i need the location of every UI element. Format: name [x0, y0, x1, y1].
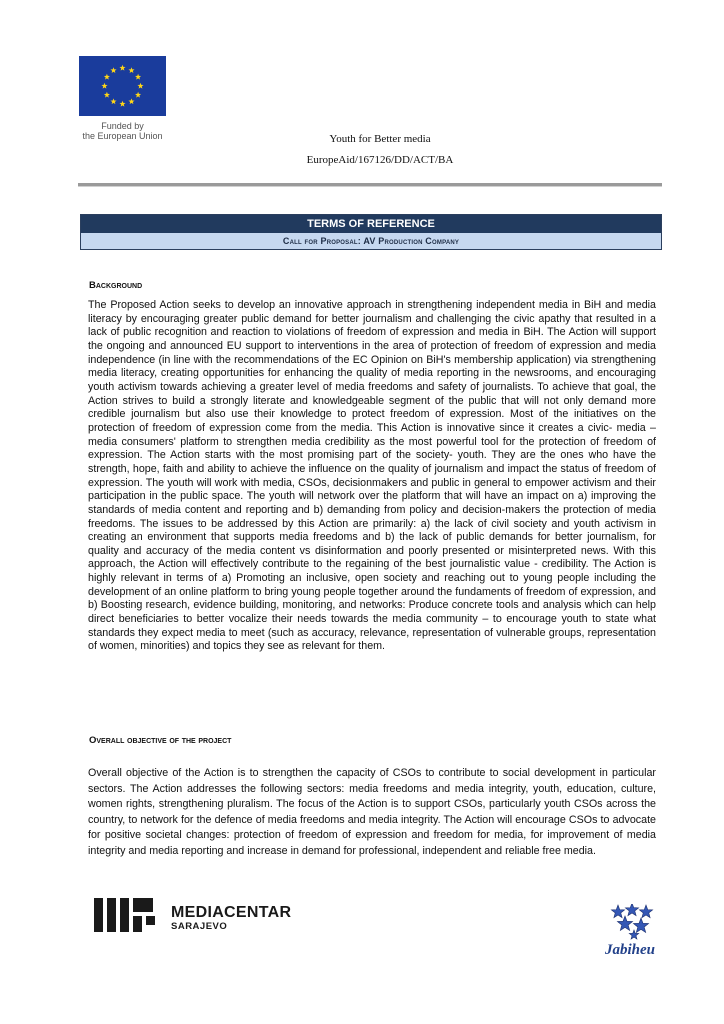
jabiheu-star-icon [639, 905, 652, 918]
eu-caption-line2: the European Union [82, 131, 163, 141]
eu-star-icon [110, 67, 116, 73]
eu-funding-caption [70, 121, 175, 141]
objective-paragraph: Overall objective of the Action is to strengthen the capacity of CSOs to contribute to social development in particular sectors. The Action addresses the following sectors: media freedoms and media integrity, youth, education, culture, women rights, strengthening pluralism. The focus of the Action is to support CSOs, particularly youth CSOs across the country, to network for the defence of media freedoms and media integrity. The Action will encourage CSOs to advocate for positive societal changes: protection of freedom of expression and freedom for media, for improvement of media integrity and media reporting and increase in demand for professional, independent and reliable free media. [88, 767, 656, 857]
eu-star-icon [104, 92, 110, 98]
eu-star-icon [110, 98, 116, 104]
jabiheu-star-icon [611, 905, 624, 918]
mediacentar-logo-icon [94, 898, 166, 932]
eu-star-icon [101, 83, 107, 89]
jabiheu-name: Jabiheu [605, 942, 656, 958]
eu-star-icon [137, 83, 143, 89]
tor-title: TERMS OF REFERENCE [81, 215, 661, 233]
project-title: Youth for Better media [329, 133, 431, 145]
objective-heading: Overall objective of the project [89, 735, 232, 746]
eu-star-icon [128, 67, 134, 73]
jabiheu-star-icon [633, 918, 648, 932]
jabiheu-stars-icon [610, 904, 660, 945]
eu-star-icon [135, 74, 141, 80]
jabiheu-star-icon [625, 904, 638, 916]
eu-caption-line1: Funded by [101, 121, 144, 131]
tor-subtitle: Call for Proposal: AV Production Company [81, 233, 661, 249]
eu-star-icon [104, 74, 110, 80]
background-paragraph: The Proposed Action seeks to develop an innovative approach in strengthening independent media in BiH and media literacy by encouraging greater public demand for better journalism and challenging the civic apathy that resulted in a lack of public recognition and reaction to violations of freedom of expression and media in BiH. The Action will support the ongoing and announced EU support to interventions in the area of protection of freedom of expression and media independence (in line with the recommendations of the EC Opinion on BiH's membership application) via strengthening media literacy, creating opportunities for enhancing the quality of media reporting in the newsrooms, and encouraging youth activism towards achieving a greater level of media freedoms and safety of journalists. To achieve that goal, the Action strives to build a strongly literate and knowledgeable segment of the public that will not only demand more credible journalism but also use their knowledge to protect freedom of expression. Most of the initiatives on the protection of freedom of expression come from the media. This Action is innovative since it creates a civic- media –media consumers' platform to strengthen media credibility as the most powerful tool for the protection of freedom of expression. The Action starts with the most promising part of the society- youth. They are the ones who have the strength, hope, faith and ability to achieve the influence on the quality of journalism and impact the status of freedom of expression. The youth will work with media, CSOs, decisionmakers and public in general to empower activism and their participation in the public space. The youth will network over the platform that will have an impact on a) improving the standards of media content and reporting and b) demanding from policy and decision-makers the protection of media freedoms. The issues to be addressed by this Action are primarily: a) the lack of civil society and youth activism in creating an environment that supports media freedoms and b) the lack of public demands for better journalism, for quality and accuracy of the media content vs disinformation and poorly presented or misinterpreted news. With this approach, the Action will effectively contribute to the regaining of the best journalistic value - credibility. The Action is highly relevant in terms of a) Promoting an inclusive, open society and reaching out to young people including the development of an online platform to bring young people together around the fundaments of freedom of expression, and b) Boosting research, evidence building, monitoring, and networks: Produce concrete tools and analysis which can help direct beneficiaries to better vocalize their needs towards the media community – to encourage youth to state what standards they expect media to meet (such as accuracy, relevance, representation of vulnerable groups, representation of women, minorities) and topics they see as relevant for them. [88, 299, 656, 653]
header-divider [78, 183, 662, 187]
reference-number: EuropeAid/167126/DD/ACT/BA [306, 154, 454, 166]
eu-flag-icon [79, 56, 166, 116]
terms-of-reference-box [80, 214, 662, 250]
eu-star-icon [119, 101, 125, 107]
mediacentar-city: SARAJEVO [171, 921, 228, 932]
jabiheu-star-icon [617, 916, 632, 930]
background-heading: Background [89, 280, 143, 291]
mediacentar-name: MEDIACENTAR [171, 904, 292, 921]
eu-star-icon [135, 92, 141, 98]
eu-star-icon [128, 98, 134, 104]
eu-star-icon [119, 65, 125, 71]
